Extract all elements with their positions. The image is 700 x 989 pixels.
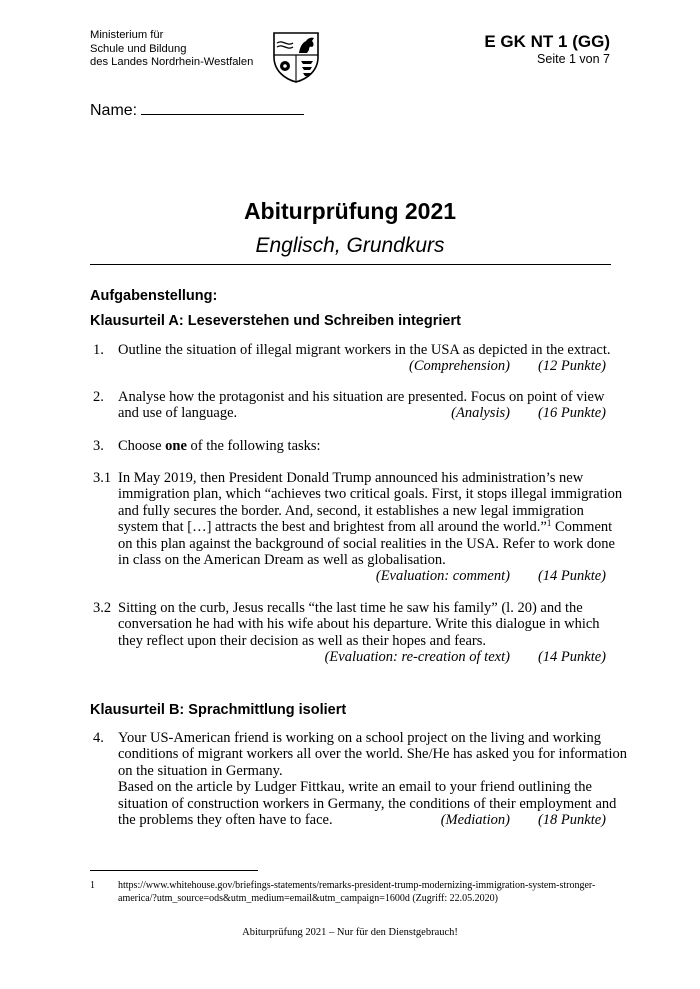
task-text: on the situation in Germany. <box>118 762 283 779</box>
section-heading: Aufgabenstellung: <box>90 288 218 304</box>
task-text-part: Comment <box>551 519 613 536</box>
task-text: the problems they often have to face. <box>118 812 333 829</box>
name-field <box>90 99 304 120</box>
exam-code: E GK NT 1 (GG) <box>484 32 610 51</box>
nrw-coat-of-arms-icon <box>271 31 321 83</box>
task-number: 3.2 <box>93 600 112 616</box>
name-blank-line[interactable] <box>141 99 304 115</box>
task-text <box>118 438 606 454</box>
ministry-name <box>90 29 253 70</box>
ministry-line-3: des Landes Nordrhein-Westfalen <box>90 56 254 68</box>
task-text: in class on the American Dream as well as globalisation. <box>118 552 446 569</box>
task-number: 3.1 <box>93 470 112 486</box>
task-points: (18 Punkte) <box>537 812 606 829</box>
task-4 <box>90 730 627 829</box>
task-text: and fully secures the border. And, second, it establishes a new legal immigration <box>118 502 584 519</box>
part-b-heading: Klausurteil B: Sprachmittlung isoliert <box>90 702 347 718</box>
task-meta <box>118 649 606 665</box>
footnote-url-line-2[interactable]: america/?utm_source=ods&utm_medium=email&utm_campaign=1600d (Zugriff: 22.05.2020) <box>118 893 498 904</box>
task-number: 4. <box>93 730 104 746</box>
task-text: Outline the situation of illegal migrant workers in the USA as depicted in the extract. <box>118 342 611 358</box>
task-meta <box>118 568 606 584</box>
task-type: (Analysis) <box>451 405 510 422</box>
task-1 <box>90 342 611 375</box>
name-label: Name: <box>90 102 138 119</box>
footnote-divider <box>90 870 258 871</box>
page-subtitle: Englisch, Grundkurs <box>255 234 445 257</box>
task-text <box>118 518 613 536</box>
page-footer: Abiturprüfung 2021 – Nur für den Dienstgebrauch! <box>242 927 458 938</box>
task-meta <box>118 358 606 374</box>
task-text: Based on the article by Ludger Fittkau, write an email to your friend outlining the <box>118 779 592 796</box>
task-points: (12 Punkte) <box>537 358 606 375</box>
task-text: on this plan against the background of social realities in the USA. Refer to work done <box>118 535 615 552</box>
task-text: they reflect upon their decision as well as their hopes and fears. <box>118 632 487 649</box>
task-type: (Evaluation: comment) <box>375 568 510 585</box>
task-text: immigration plan, which “achieves two critical goals. First, it stops illegal immigration <box>118 486 623 503</box>
task-2 <box>90 389 606 422</box>
task-points: (16 Punkte) <box>537 405 606 422</box>
footnote-number: 1 <box>90 880 95 891</box>
task-type: (Comprehension) <box>409 358 510 375</box>
task-text-prefix: Choose <box>118 438 162 454</box>
task-text: conditions of migrant workers all over the world. She/He has asked you for information <box>118 746 627 763</box>
task-type: (Evaluation: re-creation of text) <box>324 649 510 666</box>
task-line-with-meta <box>118 812 606 828</box>
ministry-line-1: Ministerium für <box>90 29 164 41</box>
task-points: (14 Punkte) <box>537 568 606 585</box>
footnote-url-line-1[interactable]: https://www.whitehouse.gov/briefings-statements/remarks-president-trump-modernizing-immigration-system-stronger- <box>118 880 596 891</box>
task-text: conversation he had with his wife about his departure. Write this dialogue in which <box>118 616 600 633</box>
footnote <box>90 879 615 905</box>
task-number: 3. <box>93 438 104 454</box>
task-3-2 <box>90 600 606 666</box>
ministry-line-2: Schule und Bildung <box>90 42 187 55</box>
task-text: and use of language. <box>118 405 238 422</box>
task-text: Your US-American friend is working on a school project on the living and working <box>118 730 601 746</box>
task-number: 2. <box>93 389 104 405</box>
task-text-emphasis: one <box>165 438 187 454</box>
task-text-suffix: of the following tasks: <box>190 438 321 454</box>
task-type: (Mediation) <box>440 812 510 829</box>
task-3 <box>90 438 606 454</box>
part-a-heading: Klausurteil A: Leseverstehen und Schreiben integriert <box>90 313 461 329</box>
task-text: Sitting on the curb, Jesus recalls “the last time he saw his family” (l. 20) and the <box>118 600 583 616</box>
page-title: Abiturprüfung 2021 <box>243 198 457 224</box>
page-indicator: Seite 1 von 7 <box>537 52 610 66</box>
task-text: In May 2019, then President Donald Trump announced his administration’s new <box>118 470 584 486</box>
footnote-reference[interactable]: 1 <box>546 518 552 529</box>
title-divider <box>90 264 611 265</box>
task-text-part: system that […] attracts the best and brightest from all around the world.” <box>118 519 547 536</box>
task-number: 1. <box>93 342 104 358</box>
task-text: Analyse how the protagonist and his situation are presented. Focus on point of view <box>118 389 605 405</box>
task-line-with-meta <box>118 405 606 421</box>
task-points: (14 Punkte) <box>537 649 606 666</box>
task-3-1 <box>90 470 623 585</box>
task-text: situation of construction workers in Germany, the conditions of their employment and <box>118 795 617 812</box>
